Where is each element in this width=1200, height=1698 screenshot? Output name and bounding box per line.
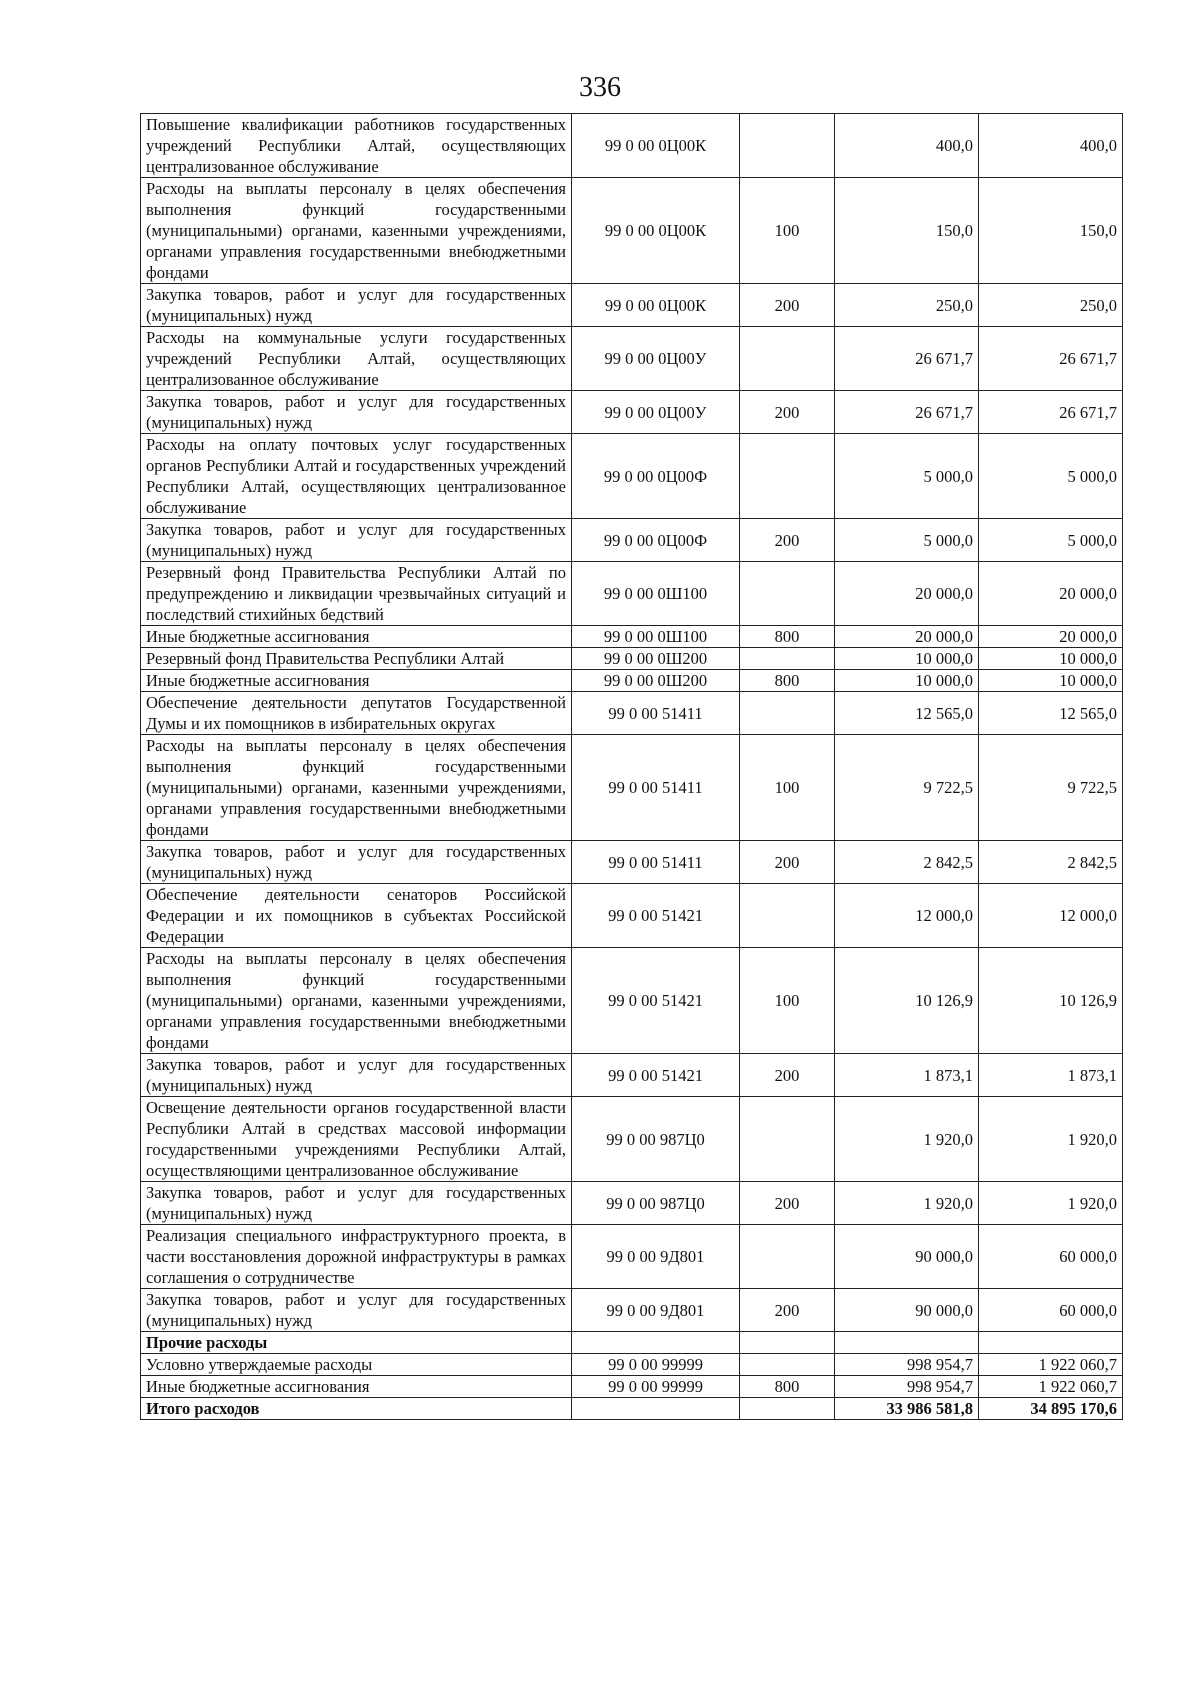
amount-year1-cell: 12 565,0	[835, 692, 979, 735]
expense-type-cell: 200	[740, 284, 835, 327]
target-code-cell: 99 0 00 99999	[572, 1354, 740, 1376]
expense-name-cell: Условно утверждаемые расходы	[141, 1354, 572, 1376]
expense-type-cell	[740, 692, 835, 735]
amount-year2-cell: 250,0	[979, 284, 1123, 327]
amount-year2-cell: 9 722,5	[979, 735, 1123, 841]
expense-type-cell: 100	[740, 948, 835, 1054]
target-code-cell: 99 0 00 0Ц00К	[572, 114, 740, 178]
amount-year2-cell: 12 000,0	[979, 884, 1123, 948]
amount-year1-cell: 5 000,0	[835, 519, 979, 562]
expense-name-cell: Закупка товаров, работ и услуг для государственных (муниципальных) нужд	[141, 284, 572, 327]
amount-year1-cell: 150,0	[835, 178, 979, 284]
table-row	[141, 670, 1123, 692]
table-row	[141, 1332, 1123, 1354]
amount-year2-cell: 400,0	[979, 114, 1123, 178]
expense-name-cell: Резервный фонд Правительства Республики Алтай по предупреждению и ликвидации чрезвычайных ситуаций и последствий стихийных бедствий	[141, 562, 572, 626]
expense-name-cell: Расходы на выплаты персоналу в целях обеспечения выполнения функций государственными (муниципальными) органами, казенными учреждениями, органами управления государственными внебюджетными фондами	[141, 948, 572, 1054]
target-code-cell	[572, 1332, 740, 1354]
table-row	[141, 1289, 1123, 1332]
table-row	[141, 1054, 1123, 1097]
amount-year2-cell: 60 000,0	[979, 1289, 1123, 1332]
amount-year1-cell: 400,0	[835, 114, 979, 178]
page-number: 336	[579, 72, 621, 103]
budget-table-body	[141, 114, 1123, 1420]
table-row	[141, 1097, 1123, 1182]
amount-year2-cell: 1 920,0	[979, 1182, 1123, 1225]
expense-type-cell	[740, 1354, 835, 1376]
expense-type-cell: 100	[740, 178, 835, 284]
table-row	[141, 884, 1123, 948]
expense-name-cell: Закупка товаров, работ и услуг для государственных (муниципальных) нужд	[141, 1182, 572, 1225]
amount-year2-cell: 10 126,9	[979, 948, 1123, 1054]
expense-type-cell: 200	[740, 1182, 835, 1225]
amount-year2-cell: 1 920,0	[979, 1097, 1123, 1182]
expense-type-cell: 200	[740, 841, 835, 884]
table-row	[141, 519, 1123, 562]
expense-type-cell: 200	[740, 1054, 835, 1097]
expense-type-cell	[740, 648, 835, 670]
expense-name-cell: Повышение квалификации работников государственных учреждений Республики Алтай, осуществляющих централизованное обслуживание	[141, 114, 572, 178]
amount-year2-cell: 1 922 060,7	[979, 1376, 1123, 1398]
table-row	[141, 178, 1123, 284]
amount-year1-cell: 26 671,7	[835, 391, 979, 434]
expense-name-cell: Обеспечение деятельности сенаторов Российской Федерации и их помощников в субъектах Российской Федерации	[141, 884, 572, 948]
target-code-cell	[572, 1398, 740, 1420]
table-row	[141, 1225, 1123, 1289]
expense-name-cell: Освещение деятельности органов государственной власти Республики Алтай в средствах массовой информации государственными учреждениями Республики Алтай, осуществляющими централизованное обслуживание	[141, 1097, 572, 1182]
expense-name-cell: Резервный фонд Правительства Республики Алтай	[141, 648, 572, 670]
expense-name-cell: Расходы на коммунальные услуги государственных учреждений Республики Алтай, осуществляющих централизованное обслуживание	[141, 327, 572, 391]
expense-name-cell: Расходы на выплаты персоналу в целях обеспечения выполнения функций государственными (муниципальными) органами, казенными учреждениями, органами управления государственными внебюджетными фондами	[141, 735, 572, 841]
table-row	[141, 948, 1123, 1054]
amount-year2-cell: 20 000,0	[979, 626, 1123, 648]
amount-year1-cell: 1 920,0	[835, 1182, 979, 1225]
expense-type-cell: 200	[740, 391, 835, 434]
target-code-cell: 99 0 00 0Ш100	[572, 626, 740, 648]
amount-year1-cell: 20 000,0	[835, 562, 979, 626]
target-code-cell: 99 0 00 987Ц0	[572, 1097, 740, 1182]
target-code-cell: 99 0 00 9Д801	[572, 1289, 740, 1332]
amount-year2-cell: 12 565,0	[979, 692, 1123, 735]
amount-year1-cell: 1 920,0	[835, 1097, 979, 1182]
expense-name-cell: Закупка товаров, работ и услуг для государственных (муниципальных) нужд	[141, 841, 572, 884]
amount-year1-cell: 10 000,0	[835, 648, 979, 670]
expense-type-cell	[740, 1225, 835, 1289]
target-code-cell: 99 0 00 99999	[572, 1376, 740, 1398]
expense-type-cell	[740, 1097, 835, 1182]
table-row	[141, 735, 1123, 841]
expense-name-cell: Расходы на оплату почтовых услуг государственных органов Республики Алтай и государственных учреждений Республики Алтай, осуществляющих централизованное обслуживание	[141, 434, 572, 519]
amount-year2-cell: 1 922 060,7	[979, 1354, 1123, 1376]
expense-name-cell: Расходы на выплаты персоналу в целях обеспечения выполнения функций государственными (муниципальными) органами, казенными учреждениями, органами управления государственными внебюджетными фондами	[141, 178, 572, 284]
table-row	[141, 1398, 1123, 1420]
target-code-cell: 99 0 00 9Д801	[572, 1225, 740, 1289]
amount-year2-cell: 2 842,5	[979, 841, 1123, 884]
target-code-cell: 99 0 00 0Ц00К	[572, 178, 740, 284]
table-row	[141, 391, 1123, 434]
table-row	[141, 114, 1123, 178]
amount-year2-cell: 60 000,0	[979, 1225, 1123, 1289]
expense-type-cell: 200	[740, 519, 835, 562]
expense-name-cell: Прочие расходы	[141, 1332, 572, 1354]
expense-type-cell	[740, 562, 835, 626]
target-code-cell: 99 0 00 51421	[572, 1054, 740, 1097]
target-code-cell: 99 0 00 0Ц00К	[572, 284, 740, 327]
amount-year1-cell: 90 000,0	[835, 1289, 979, 1332]
expense-type-cell: 200	[740, 1289, 835, 1332]
target-code-cell: 99 0 00 0Ц00Ф	[572, 434, 740, 519]
amount-year2-cell: 26 671,7	[979, 327, 1123, 391]
target-code-cell: 99 0 00 51411	[572, 841, 740, 884]
expense-type-cell: 800	[740, 626, 835, 648]
amount-year1-cell: 20 000,0	[835, 626, 979, 648]
amount-year2-cell: 20 000,0	[979, 562, 1123, 626]
table-row	[141, 1376, 1123, 1398]
target-code-cell: 99 0 00 51411	[572, 692, 740, 735]
expense-type-cell	[740, 1398, 835, 1420]
amount-year1-cell: 1 873,1	[835, 1054, 979, 1097]
table-row	[141, 626, 1123, 648]
amount-year1-cell: 998 954,7	[835, 1354, 979, 1376]
expense-name-cell: Иные бюджетные ассигнования	[141, 626, 572, 648]
table-row	[141, 1354, 1123, 1376]
expense-type-cell	[740, 884, 835, 948]
target-code-cell: 99 0 00 0Ш100	[572, 562, 740, 626]
expense-type-cell	[740, 434, 835, 519]
expense-type-cell	[740, 114, 835, 178]
expense-type-cell: 800	[740, 670, 835, 692]
expense-name-cell: Реализация специального инфраструктурного проекта, в части восстановления дорожной инфраструктуры в рамках соглашения о сотрудничестве	[141, 1225, 572, 1289]
table-row	[141, 841, 1123, 884]
table-row	[141, 562, 1123, 626]
target-code-cell: 99 0 00 987Ц0	[572, 1182, 740, 1225]
target-code-cell: 99 0 00 51411	[572, 735, 740, 841]
amount-year2-cell: 1 873,1	[979, 1054, 1123, 1097]
expense-type-cell	[740, 1332, 835, 1354]
amount-year1-cell: 9 722,5	[835, 735, 979, 841]
expense-name-cell: Закупка товаров, работ и услуг для государственных (муниципальных) нужд	[141, 391, 572, 434]
amount-year2-cell: 5 000,0	[979, 434, 1123, 519]
expense-name-cell: Закупка товаров, работ и услуг для государственных (муниципальных) нужд	[141, 1289, 572, 1332]
target-code-cell: 99 0 00 0Ш200	[572, 648, 740, 670]
amount-year1-cell: 250,0	[835, 284, 979, 327]
amount-year2-cell: 34 895 170,6	[979, 1398, 1123, 1420]
amount-year1-cell: 2 842,5	[835, 841, 979, 884]
expense-name-cell: Обеспечение деятельности депутатов Государственной Думы и их помощников в избирательных округах	[141, 692, 572, 735]
table-row	[141, 327, 1123, 391]
target-code-cell: 99 0 00 0Ц00У	[572, 391, 740, 434]
target-code-cell: 99 0 00 51421	[572, 948, 740, 1054]
amount-year1-cell: 90 000,0	[835, 1225, 979, 1289]
expense-name-cell: Закупка товаров, работ и услуг для государственных (муниципальных) нужд	[141, 1054, 572, 1097]
amount-year2-cell: 5 000,0	[979, 519, 1123, 562]
expense-type-cell: 800	[740, 1376, 835, 1398]
table-row	[141, 284, 1123, 327]
amount-year1-cell: 5 000,0	[835, 434, 979, 519]
amount-year1-cell: 26 671,7	[835, 327, 979, 391]
expense-name-cell: Иные бюджетные ассигнования	[141, 1376, 572, 1398]
amount-year1-cell: 998 954,7	[835, 1376, 979, 1398]
amount-year1-cell	[835, 1332, 979, 1354]
table-row	[141, 1182, 1123, 1225]
expense-name-cell: Иные бюджетные ассигнования	[141, 670, 572, 692]
target-code-cell: 99 0 00 0Ш200	[572, 670, 740, 692]
amount-year1-cell: 33 986 581,8	[835, 1398, 979, 1420]
amount-year2-cell: 150,0	[979, 178, 1123, 284]
amount-year1-cell: 12 000,0	[835, 884, 979, 948]
amount-year1-cell: 10 126,9	[835, 948, 979, 1054]
table-row	[141, 434, 1123, 519]
budget-table	[140, 113, 1123, 1420]
expense-type-cell: 100	[740, 735, 835, 841]
amount-year1-cell: 10 000,0	[835, 670, 979, 692]
target-code-cell: 99 0 00 0Ц00Ф	[572, 519, 740, 562]
expense-type-cell	[740, 327, 835, 391]
target-code-cell: 99 0 00 51421	[572, 884, 740, 948]
amount-year2-cell	[979, 1332, 1123, 1354]
table-row	[141, 648, 1123, 670]
amount-year2-cell: 26 671,7	[979, 391, 1123, 434]
expense-name-cell: Итого расходов	[141, 1398, 572, 1420]
table-row	[141, 692, 1123, 735]
target-code-cell: 99 0 00 0Ц00У	[572, 327, 740, 391]
expense-name-cell: Закупка товаров, работ и услуг для государственных (муниципальных) нужд	[141, 519, 572, 562]
amount-year2-cell: 10 000,0	[979, 670, 1123, 692]
amount-year2-cell: 10 000,0	[979, 648, 1123, 670]
